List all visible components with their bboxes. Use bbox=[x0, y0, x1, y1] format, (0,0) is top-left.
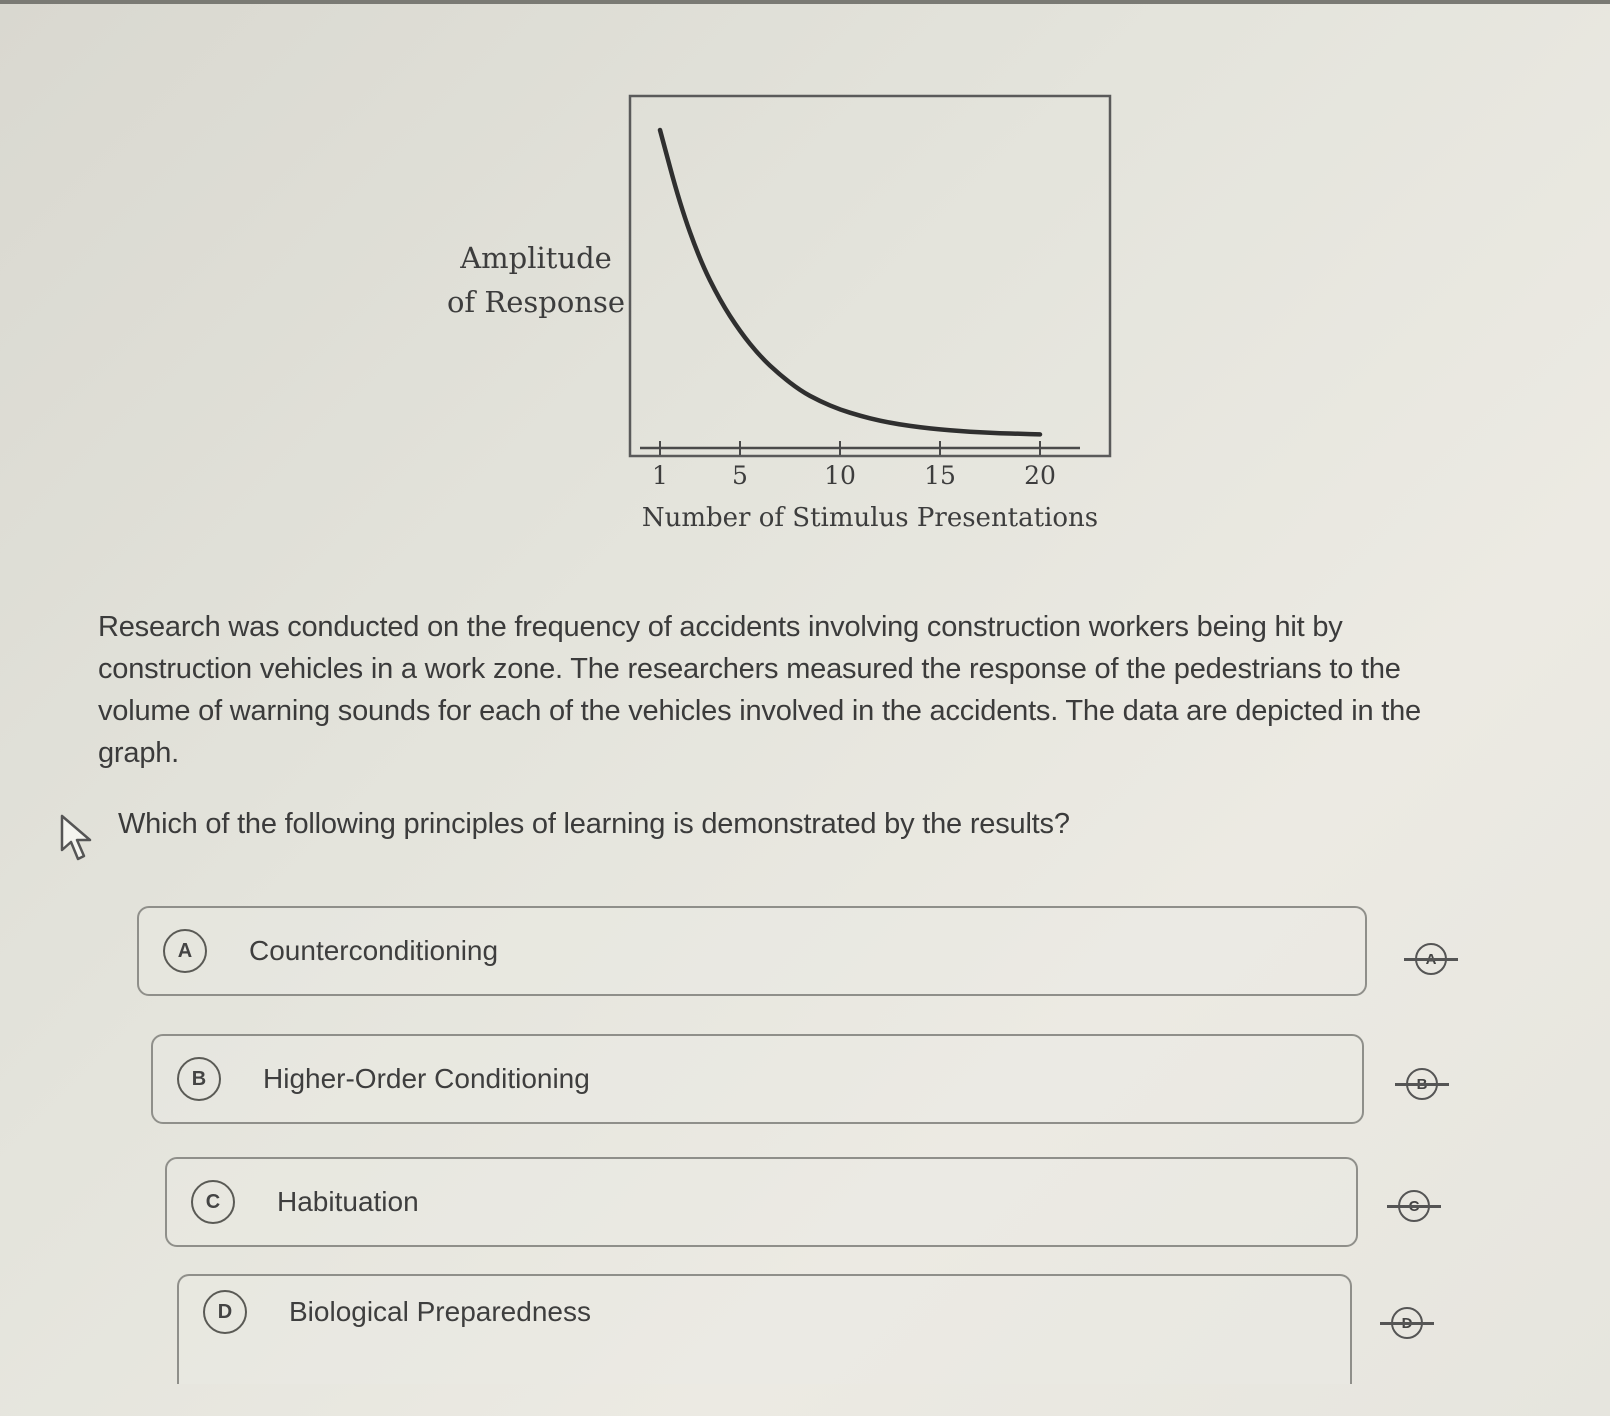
option-label-d: Biological Preparedness bbox=[289, 1296, 591, 1327]
strikethrough-icon-c[interactable] bbox=[1387, 1186, 1441, 1226]
answer-option-c[interactable] bbox=[165, 1157, 1358, 1247]
y-axis-label-line-2: of Response bbox=[446, 285, 626, 319]
option-label-c: Habituation bbox=[277, 1186, 419, 1217]
series-line bbox=[660, 130, 1040, 434]
x-tick-label: 15 bbox=[924, 461, 956, 490]
option-letter-a: A bbox=[163, 929, 207, 973]
answer-option-b[interactable] bbox=[151, 1034, 1364, 1124]
x-tick-label: 10 bbox=[824, 461, 856, 490]
strikethrough-icon-b[interactable] bbox=[1395, 1064, 1449, 1104]
question-stem: Which of the following principles of learning is demonstrated by the results? bbox=[118, 808, 1070, 840]
answer-option-a[interactable] bbox=[137, 906, 1367, 996]
option-label-a: Counterconditioning bbox=[249, 935, 499, 966]
strikethrough-icon-d[interactable] bbox=[1380, 1303, 1434, 1343]
x-axis-label: Number of Stimulus Presentations bbox=[641, 503, 1099, 533]
chart-svg bbox=[440, 80, 1160, 560]
x-tick-label: 5 bbox=[732, 461, 748, 490]
strikethrough-icon-a[interactable] bbox=[1404, 939, 1458, 979]
option-label-b: Higher-Order Conditioning bbox=[263, 1063, 590, 1094]
x-tick-label: 20 bbox=[1024, 461, 1056, 490]
chart-frame bbox=[630, 96, 1110, 456]
answer-option-d[interactable] bbox=[177, 1274, 1352, 1384]
mouse-pointer-icon bbox=[60, 814, 100, 864]
option-letter-d: D bbox=[203, 1290, 247, 1334]
option-letter-b: B bbox=[177, 1057, 221, 1101]
option-letter-c: C bbox=[191, 1180, 235, 1224]
top-border bbox=[0, 0, 1610, 4]
x-tick-label: 1 bbox=[652, 461, 668, 490]
habituation-chart bbox=[440, 80, 1160, 560]
question-passage: Research was conducted on the frequency of accidents involving construction workers being hit by construction vehicles in a work zone. The researchers measured the response of the pedestrians to the volume of warning sounds for each of the vehicles involved in the accidents. The data are depicted in the graph. bbox=[98, 611, 1421, 769]
y-axis-label-line-1: Amplitude bbox=[460, 241, 612, 275]
